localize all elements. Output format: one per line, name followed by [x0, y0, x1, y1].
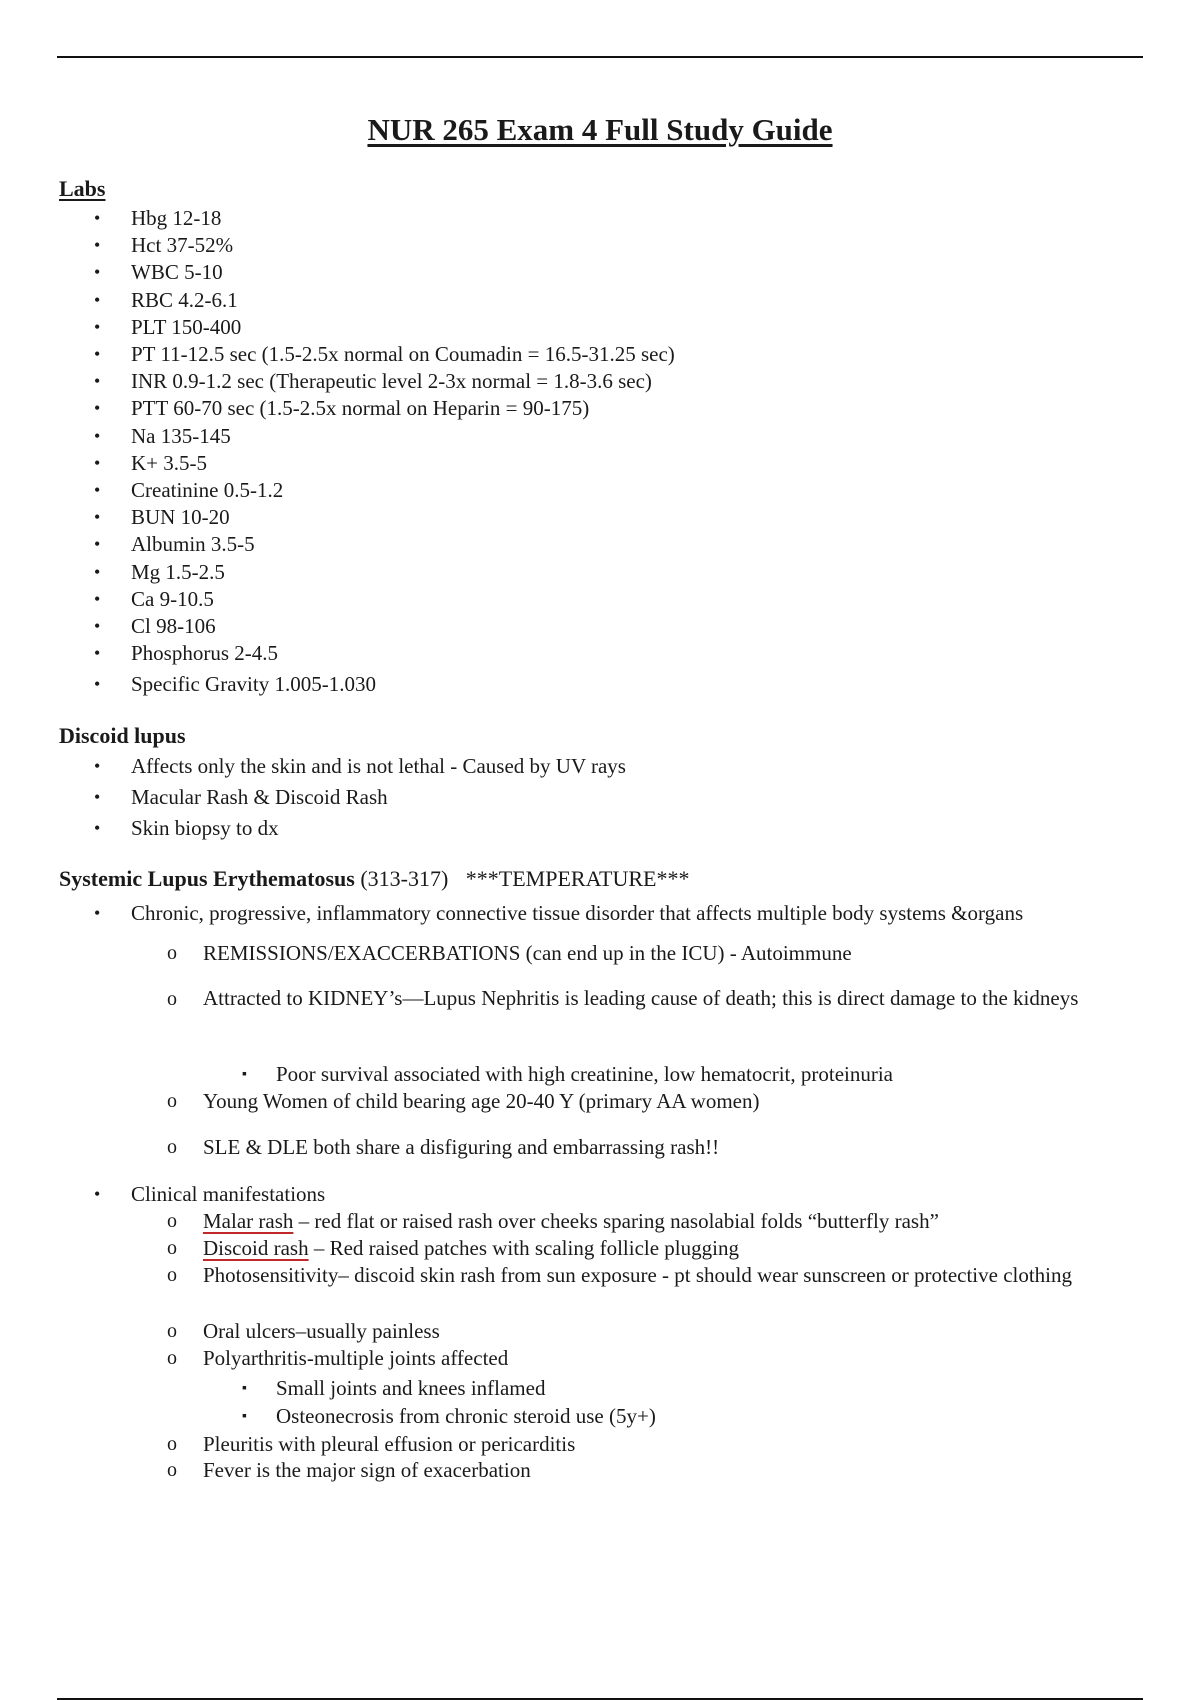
discoid-rash-item — [203, 1235, 739, 1261]
circle-bullet-icon: o — [167, 1136, 177, 1158]
list-item: WBC 5-10 — [131, 260, 223, 285]
circle-bullet-icon: o — [167, 1459, 177, 1481]
bullet-icon: • — [94, 507, 101, 528]
discoid-heading: Discoid lupus — [59, 723, 186, 748]
oral-ulcers-item: Oral ulcers–usually painless — [203, 1319, 440, 1343]
list-item: Cl 98-106 — [131, 614, 216, 638]
bullet-icon: • — [94, 289, 101, 310]
bullet-icon: • — [94, 452, 101, 473]
polyarthritis-detail-1: Small joints and knees inflamed — [276, 1376, 546, 1400]
sle-remissions: REMISSIONS/EXACCERBATIONS (can end up in the ICU) - Autoimmune — [203, 941, 852, 965]
bullet-icon: • — [94, 425, 101, 446]
list-item: INR 0.9-1.2 sec (Therapeutic level 2-3x normal = 1.8-3.6 sec) — [131, 369, 652, 394]
list-item: Albumin 3.5-5 — [131, 532, 255, 557]
small-bullet-icon: ▪ — [242, 1409, 247, 1424]
small-bullet-icon: ▪ — [242, 1067, 247, 1082]
list-item: Na 135-145 — [131, 423, 231, 448]
bullet-icon: • — [94, 1184, 101, 1204]
bullet-icon: • — [94, 371, 101, 392]
circle-bullet-icon: o — [167, 1433, 177, 1455]
small-bullet-icon: ▪ — [242, 1381, 247, 1396]
circle-bullet-icon: o — [167, 942, 177, 964]
bullet-icon: • — [94, 262, 101, 283]
list-item: Phosphorus 2-4.5 — [131, 641, 279, 666]
sle-kidney: Attracted to KIDNEY’s—Lupus Nephritis is leading cause of death; this is direct damage to the kidneys — [203, 986, 1079, 1010]
bullet-icon: • — [94, 316, 101, 337]
malar-rash-desc: – red flat or raised rash over cheeks sparing nasolabial folds “butterfly rash” — [293, 1209, 939, 1233]
photosensitivity-item: Photosensitivity– discoid skin rash from sun exposure - pt should wear sunscreen or protective clothing — [203, 1263, 1073, 1287]
bullet-icon: • — [94, 480, 101, 500]
sle-heading-title: Systemic Lupus Erythematosus — [59, 866, 355, 891]
sle-kidney-detail: Poor survival associated with high creatinine, low hematocrit, proteinuria — [276, 1062, 893, 1086]
circle-bullet-icon: o — [167, 1090, 177, 1112]
page-title: NUR 265 Exam 4 Full Study Guide — [367, 112, 833, 147]
bullet-icon: • — [94, 674, 101, 695]
list-item: Skin biopsy to dx — [131, 816, 279, 840]
discoid-rash-term: Discoid rash — [203, 1236, 309, 1260]
list-item: RBC 4.2-6.1 — [131, 287, 238, 312]
malar-rash-item — [203, 1208, 939, 1234]
list-item: Specific Gravity 1.005-1.030 — [131, 672, 376, 697]
list-item: Macular Rash & Discoid Rash — [131, 785, 388, 809]
sle-note: ***TEMPERATURE*** — [465, 866, 690, 891]
list-item: Creatinine 0.5-1.2 — [131, 478, 284, 502]
sle-definition: Chronic, progressive, inflammatory connective tissue disorder that affects multiple body systems &organs — [131, 901, 1024, 925]
sle-demographic: Young Women of child bearing age 20-40 Y (primary AA women) — [203, 1089, 760, 1113]
bullet-icon: • — [94, 534, 101, 555]
malar-rash-term: Malar rash — [203, 1209, 294, 1233]
list-item: Ca 9-10.5 — [131, 586, 214, 611]
bullet-icon: • — [94, 756, 101, 776]
list-item: K+ 3.5-5 — [131, 450, 208, 475]
bullet-icon: • — [94, 588, 101, 609]
circle-bullet-icon: o — [167, 1320, 177, 1342]
list-item: PTT 60-70 sec (1.5-2.5x normal on Heparin = 90-175) — [131, 396, 590, 421]
list-item: Hct 37-52% — [131, 233, 234, 258]
bullet-icon: • — [94, 235, 101, 256]
sle-rash-note: SLE & DLE both share a disfiguring and embarrassing rash!! — [203, 1135, 720, 1159]
polyarthritis-item: Polyarthritis-multiple joints affected — [203, 1346, 509, 1370]
bullet-icon: • — [94, 344, 101, 364]
pleuritis-item: Pleuritis with pleural effusion or pericarditis — [203, 1432, 576, 1456]
labs-heading: Labs — [59, 176, 106, 201]
list-item: BUN 10-20 — [131, 505, 230, 530]
list-item: Hbg 12-18 — [131, 206, 222, 230]
list-item: Mg 1.5-2.5 — [131, 559, 225, 584]
bullet-icon: • — [94, 818, 101, 838]
sle-heading — [59, 866, 689, 892]
circle-bullet-icon: o — [167, 1237, 177, 1259]
bullet-icon: • — [94, 561, 101, 582]
circle-bullet-icon: o — [167, 1264, 177, 1286]
sle-pages: (313-317) — [360, 866, 449, 891]
circle-bullet-icon: o — [167, 1347, 177, 1369]
clinical-heading: Clinical manifestations — [131, 1182, 326, 1206]
bullet-icon: • — [94, 208, 101, 228]
list-item: PLT 150-400 — [131, 314, 242, 339]
bullet-icon: • — [94, 787, 101, 807]
list-item: Affects only the skin and is not lethal - Caused by UV rays — [131, 754, 626, 778]
top-rule — [57, 56, 1143, 58]
bullet-icon: • — [94, 616, 101, 636]
fever-item: Fever is the major sign of exacerbation — [203, 1458, 531, 1482]
discoid-rash-desc: – Red raised patches with scaling follicle plugging — [308, 1236, 739, 1260]
bullet-icon: • — [94, 643, 101, 664]
circle-bullet-icon: o — [167, 1210, 177, 1232]
bullet-icon: • — [94, 903, 101, 923]
circle-bullet-icon: o — [167, 988, 177, 1010]
polyarthritis-detail-2: Osteonecrosis from chronic steroid use (5y+) — [276, 1404, 656, 1428]
list-item: PT 11-12.5 sec (1.5-2.5x normal on Coumadin = 16.5-31.25 sec) — [131, 342, 675, 366]
bullet-icon: • — [94, 398, 101, 419]
